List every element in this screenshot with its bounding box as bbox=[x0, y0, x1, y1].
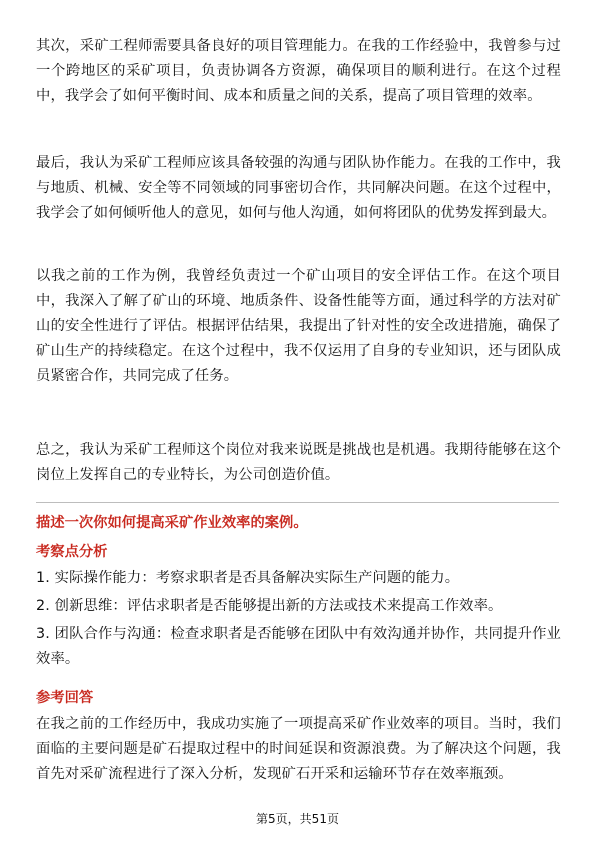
paragraph-safety-assessment-example: 以我之前的工作为例，我曾经负责过一个矿山项目的安全评估工作。在这个项目中，我深入了解了矿山的环境、地质条件、设备性能等方面，通过科学的方法对矿山的安全性进行了评估。根据评估结果，我提出了针对性的安全改进措施，确保了矿山生产的持续稳定。在这个过程中，我不仅运用了自身的专业知识，还与团队成员紧密合作，共同完成了任务。 bbox=[36, 268, 561, 384]
analysis-item: 3. 团队合作与沟通：检查求职者是否能够在团队中有效沟通并协作，共同提升作业效率。 bbox=[36, 626, 561, 667]
paragraph-conclusion: 总之，我认为采矿工程师这个岗位对我来说既是挑战也是机遇。我期待能够在这个岗位上发挥自己的专业特长，为公司创造价值。 bbox=[36, 442, 561, 483]
question-title: 描述一次你如何提高采矿作业效率的案例。 bbox=[36, 515, 308, 531]
analysis-item: 1. 实际操作能力：考察求职者是否具备解决实际生产问题的能力。 bbox=[36, 570, 460, 586]
answer-paragraph: 在我之前的工作经历中，我成功实施了一项提高采矿作业效率的项目。当时，我们面临的主要问题是矿石提取过程中的时间延误和资源浪费。为了解决这个问题，我首先对采矿流程进行了深入分析，发现矿石开采和运输环节存在效率瓶颈。 bbox=[36, 716, 561, 782]
page-number: 第5页，共51页 bbox=[256, 812, 339, 826]
paragraph-project-management: 其次，采矿工程师需要具备良好的项目管理能力。在我的工作经验中，我曾参与过一个跨地区的采矿项目，负责协调各方资源，确保项目的顺利进行。在这个过程中，我学会了如何平衡时间、成本和质量之间的关系，提高了项目管理的效率。 bbox=[36, 38, 561, 104]
paragraph-communication: 最后，我认为采矿工程师应该具备较强的沟通与团队协作能力。在我的工作中，我与地质、机械、安全等不同领域的同事密切合作，共同解决问题。在这个过程中，我学会了如何倾听他人的意见，如何与他人沟通，如何将团队的优势发挥到最大。 bbox=[36, 155, 561, 221]
analysis-heading: 考察点分析 bbox=[36, 544, 108, 560]
answer-heading: 参考回答 bbox=[36, 690, 94, 706]
analysis-item: 2. 创新思维：评估求职者是否能够提出新的方法或技术来提高工作效率。 bbox=[36, 598, 503, 614]
section-divider bbox=[36, 502, 559, 503]
